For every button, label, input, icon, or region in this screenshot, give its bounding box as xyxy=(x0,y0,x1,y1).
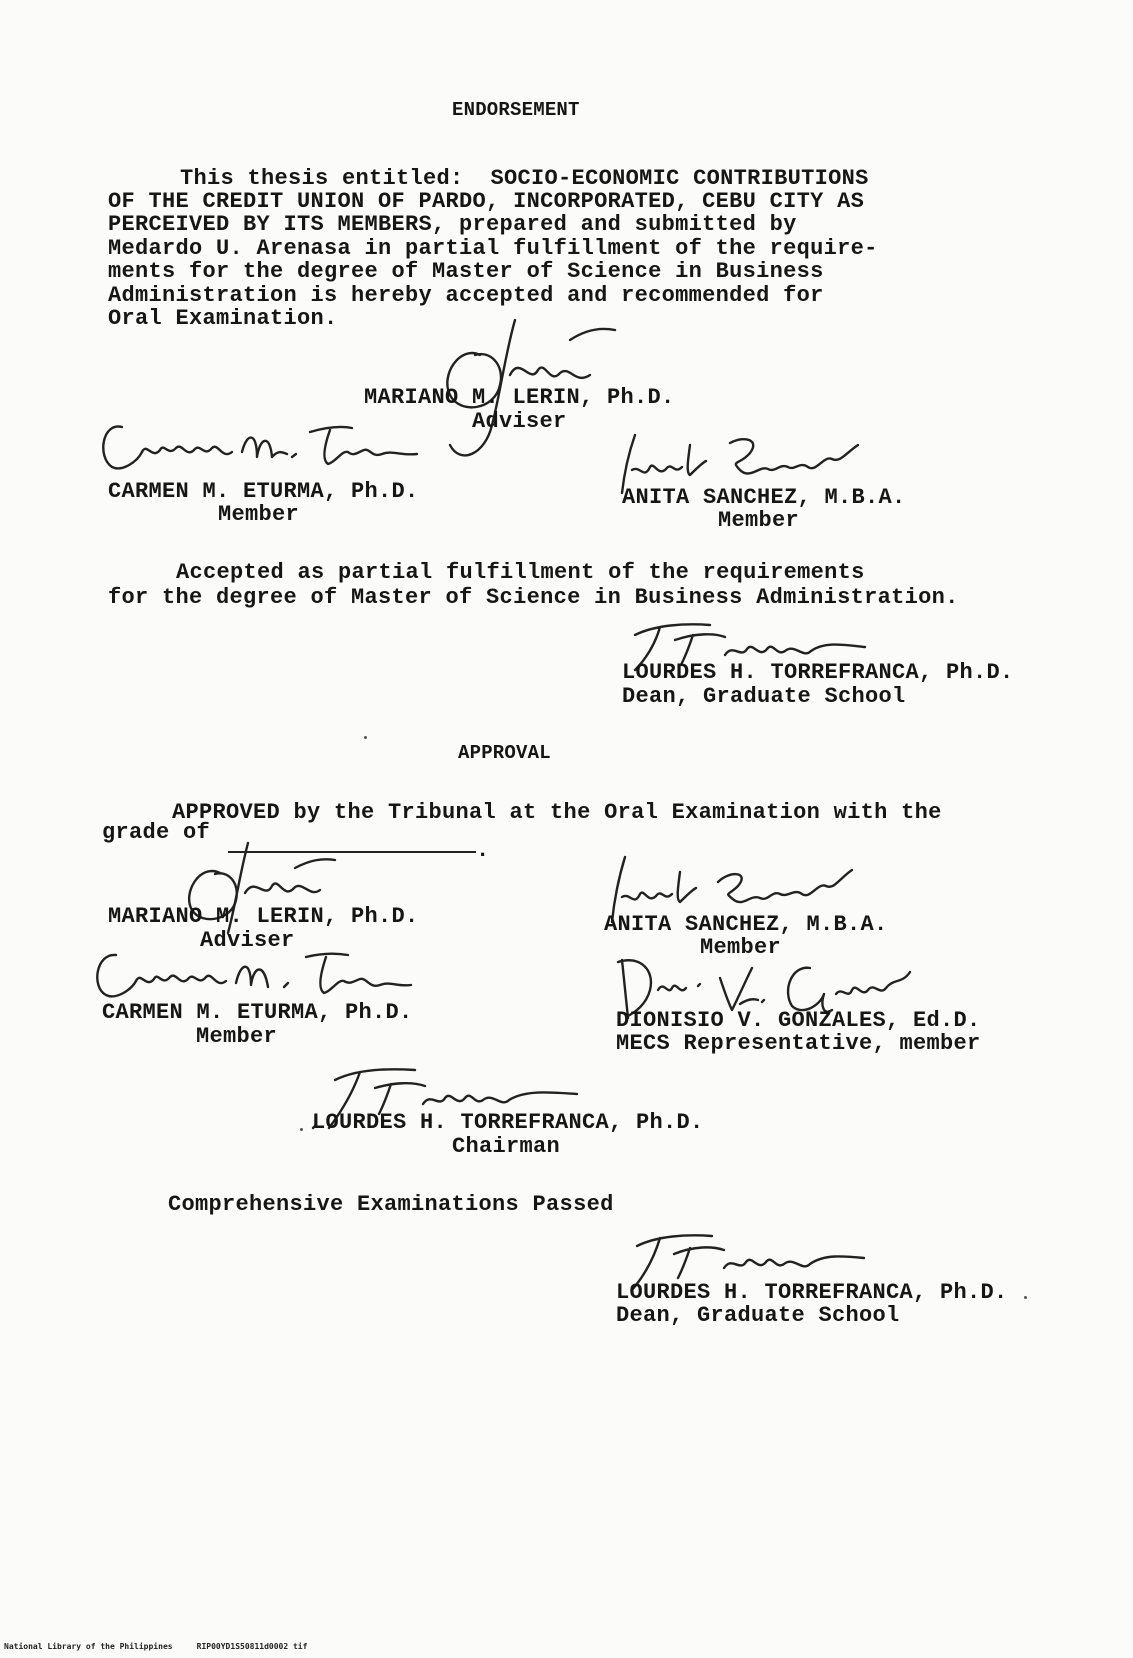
grade-period: . xyxy=(476,838,490,863)
acceptance-line-1: Accepted as partial fulfillment of the requirements xyxy=(176,560,865,585)
comprehensive-dean-name: LOURDES H. TORREFRANCA, Ph.D. xyxy=(616,1280,1008,1305)
approval-member-left-name: CARMEN M. ETURMA, Ph.D. xyxy=(102,1000,413,1025)
approval-chairman-role: Chairman xyxy=(452,1134,561,1159)
approval-heading: APPROVAL xyxy=(458,742,551,764)
approval-member-right-name: ANITA SANCHEZ, M.B.A. xyxy=(604,912,888,937)
approval-adviser-role: Adviser xyxy=(200,928,295,953)
comprehensive-text: Comprehensive Examinations Passed xyxy=(168,1192,614,1217)
eturma-signature xyxy=(92,412,422,482)
scan-speck xyxy=(364,736,367,739)
eturma-signature-2 xyxy=(86,945,416,1005)
comprehensive-dean-role: Dean, Graduate School xyxy=(616,1303,900,1328)
approval-mecs-role: MECS Representative, member xyxy=(616,1031,981,1056)
approval-member-left-role: Member xyxy=(196,1024,278,1049)
endorsement-line-1: This thesis entitled: SOCIO-ECONOMIC CONTRIBUTIONS xyxy=(180,166,869,191)
approval-chairman-name: LOURDES H. TORREFRANCA, Ph.D. xyxy=(312,1110,704,1135)
endorsement-line-7: Oral Examination. xyxy=(108,306,338,331)
approval-line-1: APPROVED by the Tribunal at the Oral Examination with the xyxy=(172,800,942,825)
endorsement-member-left-name: CARMEN M. ETURMA, Ph.D. xyxy=(108,479,419,504)
endorsement-adviser-role: Adviser xyxy=(472,409,567,434)
endorsement-line-3: PERCEIVED BY ITS MEMBERS, prepared and submitted by xyxy=(108,212,797,237)
scan-speck xyxy=(300,1128,303,1131)
acceptance-line-2: for the degree of Master of Science in Business Administration. xyxy=(108,585,959,610)
approval-line-2: grade of xyxy=(102,820,211,845)
endorsement-line-2: OF THE CREDIT UNION OF PARDO, INCORPORATED, CEBU CITY AS xyxy=(108,189,865,214)
approval-member-right-role: Member xyxy=(700,935,782,960)
acceptance-dean-role: Dean, Graduate School xyxy=(622,684,906,709)
endorsement-line-6: Administration is hereby accepted and recommended for xyxy=(108,283,824,308)
scan-speck xyxy=(1024,1296,1027,1299)
approval-mecs-name: DIONISIO V. GONZALES, Ed.D. xyxy=(616,1008,981,1033)
endorsement-heading: ENDORSEMENT xyxy=(452,99,580,121)
endorsement-member-right-name: ANITA SANCHEZ, M.B.A. xyxy=(622,485,906,510)
endorsement-member-right-role: Member xyxy=(718,508,800,533)
acceptance-dean-name: LOURDES H. TORREFRANCA, Ph.D. xyxy=(622,660,1014,685)
endorsement-line-4: Medardo U. Arenasa in partial fulfillment of the require- xyxy=(108,236,878,261)
approval-adviser-name: MARIANO M. LERIN, Ph.D. xyxy=(108,904,419,929)
endorsement-line-5: ments for the degree of Master of Science in Business xyxy=(108,259,824,284)
endorsement-member-left-role: Member xyxy=(218,502,300,527)
endorsement-adviser-name: MARIANO M. LERIN, Ph.D. xyxy=(364,385,675,410)
scan-footer-label: National Library of the Philippines RIP00YD1S50811d0002 tif xyxy=(4,1642,308,1651)
